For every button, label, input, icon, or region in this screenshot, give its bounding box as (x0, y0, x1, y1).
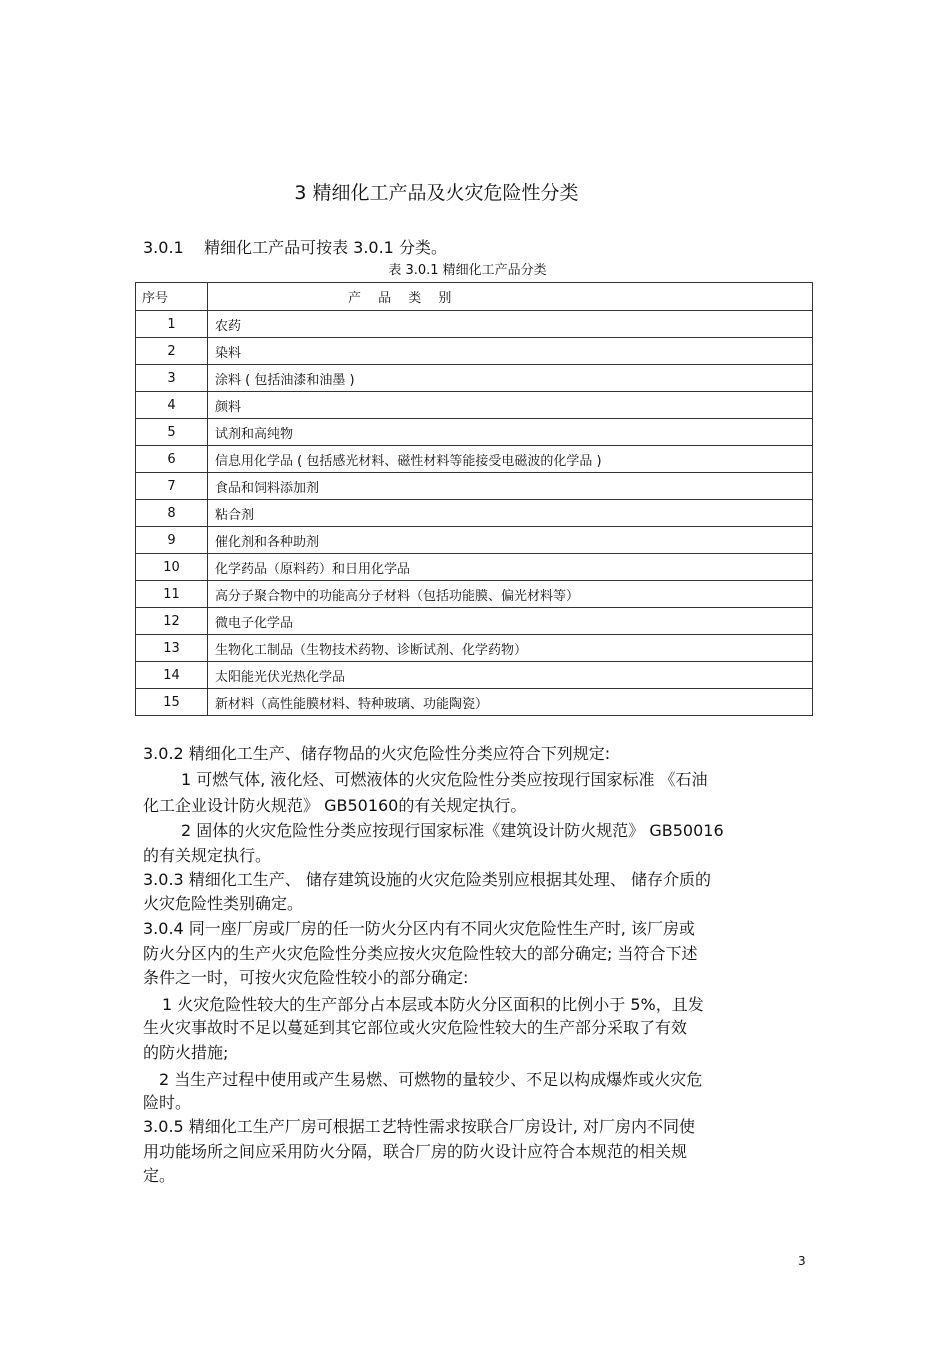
section-title: 3 精细化工产品及火灾危险性分类 (294, 182, 579, 204)
row-serial-number: 9 (136, 527, 208, 554)
table-row (136, 365, 813, 392)
table-row (136, 392, 813, 419)
row-product-category: 高分子聚合物中的功能高分子材料（包括功能膜、偏光材料等） (208, 581, 813, 608)
clause-3-0-5-line-3: 定。 (143, 1166, 176, 1185)
clause-number: 3.0.1 (143, 238, 184, 257)
row-product-category: 新材料（高性能膜材料、特种玻璃、功能陶瓷） (208, 689, 813, 716)
clause-3-0-4-item-1-line-2: 生火灾事故时不足以蔓延到其它部位或火灾危险性较大的生产部分采取了有效 (143, 1018, 688, 1037)
clause-3-0-3-line-1: 3.0.3 精细化工生产、 储存建筑设施的火灾危险类别应根据其处理、 储存介质的 (143, 870, 711, 889)
row-serial-number: 7 (136, 473, 208, 500)
row-product-category: 颜料 (208, 392, 813, 419)
table-row (136, 581, 813, 608)
table-row (136, 473, 813, 500)
clause-3-0-4-line-3: 条件之一时，可按火灾危险性较小的部分确定: (143, 968, 469, 987)
row-serial-number: 13 (136, 635, 208, 662)
clause-3-0-2-item-1-line-2: 化工企业设计防火规范》 GB50160的有关规定执行。 (143, 796, 527, 815)
row-product-category: 信息用化学品 ( 包括感光材料、磁性材料等能接受电磁波的化学品 ) (208, 446, 813, 473)
clause-3-0-1 (143, 236, 447, 260)
row-product-category: 粘合剂 (208, 500, 813, 527)
row-serial-number: 12 (136, 608, 208, 635)
table-row (136, 311, 813, 338)
row-serial-number: 14 (136, 662, 208, 689)
table-row (136, 689, 813, 716)
row-product-category: 催化剂和各种助剂 (208, 527, 813, 554)
row-product-category: 生物化工制品（生物技术药物、诊断试剂、化学药物） (208, 635, 813, 662)
clause-3-0-4-item-1-line-1: 1 火灾危险性较大的生产部分占本层或本防火分区面积的比例小于 5%，且发 (162, 995, 704, 1014)
row-serial-number: 11 (136, 581, 208, 608)
clause-3-0-2-item-2-line-1: 2 固体的火灾危险性分类应按现行国家标准《建筑设计防火规范》 GB50016 (181, 821, 724, 840)
row-serial-number: 8 (136, 500, 208, 527)
row-serial-number: 3 (136, 365, 208, 392)
table-row (136, 554, 813, 581)
row-serial-number: 10 (136, 554, 208, 581)
table-row (136, 500, 813, 527)
table-header-row (136, 283, 813, 311)
clause-3-0-4-line-1: 3.0.4 同一座厂房或厂房的任一防火分区内有不同火灾危险性生产时, 该厂房或 (143, 919, 695, 938)
row-serial-number: 4 (136, 392, 208, 419)
row-serial-number: 2 (136, 338, 208, 365)
clause-3-0-2-item-2-line-2: 的有关规定执行。 (143, 846, 272, 865)
table-row (136, 446, 813, 473)
clause-3-0-2-item-1-line-1: 1 可燃气体, 液化烃、可燃液体的火灾危险性分类应按现行国家标准 《石油 (181, 770, 708, 789)
clause-3-0-2-heading: 3.0.2 精细化工生产、储存物品的火灾危险性分类应符合下列规定: (143, 744, 611, 763)
row-product-category: 染料 (208, 338, 813, 365)
row-serial-number: 1 (136, 311, 208, 338)
row-product-category: 微电子化学品 (208, 608, 813, 635)
header-serial-number: 序号 (136, 283, 208, 311)
row-product-category: 涂料 ( 包括油漆和油墨 ) (208, 365, 813, 392)
clause-3-0-5-line-2: 用功能场所之间应采用防火分隔，联合厂房的防火设计应符合本规范的相关规 (143, 1142, 688, 1161)
clause-3-0-4-item-2-line-1: 2 当生产过程中使用或产生易燃、可燃物的量较少、不足以构成爆炸或火灾危 (159, 1070, 703, 1089)
table-row (136, 662, 813, 689)
clause-3-0-5-line-1: 3.0.5 精细化工生产厂房可根据工艺特性需求按联合厂房设计, 对厂房内不同使 (143, 1117, 695, 1136)
row-serial-number: 5 (136, 419, 208, 446)
row-product-category: 农药 (208, 311, 813, 338)
clause-3-0-4-item-2-line-2: 险时。 (143, 1093, 192, 1112)
table-row (136, 419, 813, 446)
clause-text: 精细化工产品可按表 3.0.1 分类。 (204, 238, 447, 257)
clause-3-0-4-item-1-line-3: 的防火措施; (143, 1043, 229, 1062)
table-row (136, 635, 813, 662)
row-serial-number: 6 (136, 446, 208, 473)
clause-3-0-3-line-2: 火灾危险性类别确定。 (143, 894, 304, 913)
table-row (136, 338, 813, 365)
row-product-category: 太阳能光伏光热化学品 (208, 662, 813, 689)
row-product-category: 化学药品（原料药）和日用化学品 (208, 554, 813, 581)
row-serial-number: 15 (136, 689, 208, 716)
product-category-table (135, 282, 813, 716)
table-caption: 表 3.0.1 精细化工产品分类 (388, 263, 547, 278)
page-number: 3 (798, 1254, 806, 1268)
table-row (136, 527, 813, 554)
clause-3-0-4-line-2: 防火分区内的生产火灾危险性分类应按火灾危险性较大的部分确定; 当符合下述 (143, 944, 698, 963)
row-product-category: 食品和饲料添加剂 (208, 473, 813, 500)
header-product-category: 产 品 类 别 (208, 283, 813, 311)
table-row (136, 608, 813, 635)
row-product-category: 试剂和高纯物 (208, 419, 813, 446)
